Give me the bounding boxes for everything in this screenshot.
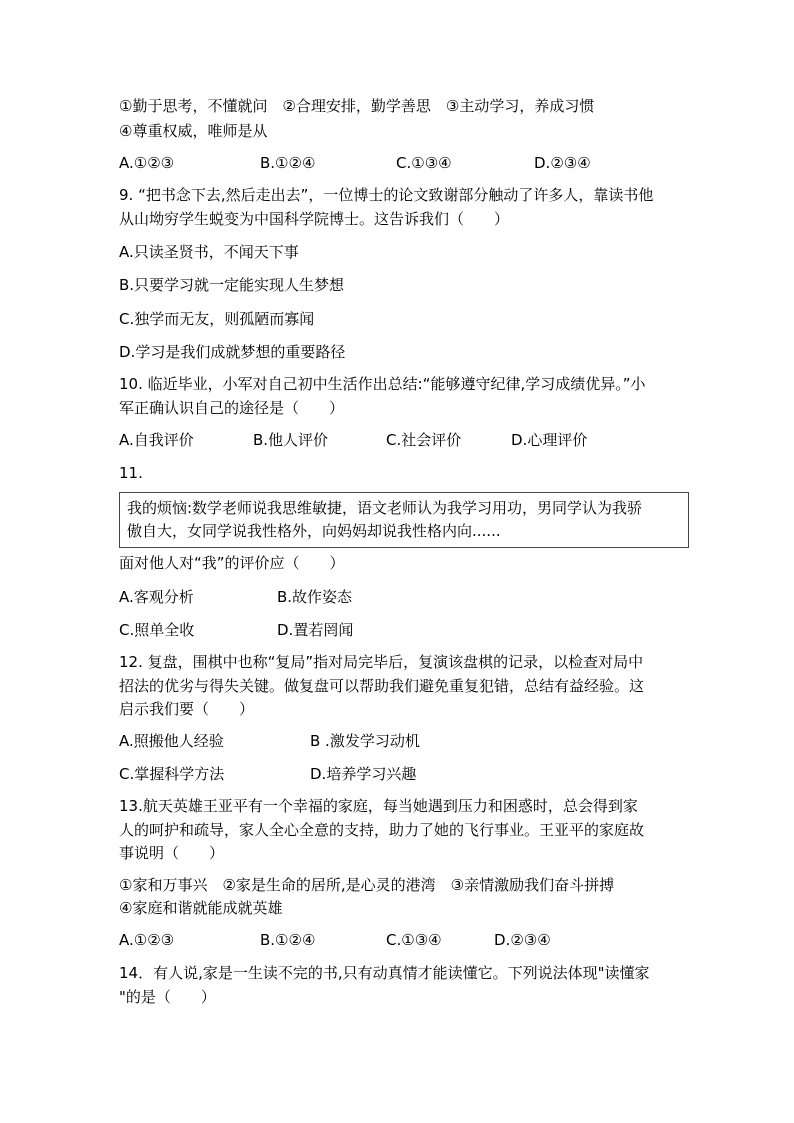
q13-option-c[interactable]: C.①③④	[386, 931, 442, 949]
q9-option-b[interactable]: B.只要学习就一定能实现人生梦想	[119, 276, 345, 294]
q11-stem: 面对他人对“我”的评价应（ ）	[119, 554, 345, 572]
q10-stem-line2: 军正确认识自己的途径是（ ）	[119, 399, 345, 417]
q8-option-d[interactable]: D.②③④	[534, 154, 591, 172]
q9-option-c[interactable]: C.独学而无友，则孤陋而寡闻	[119, 310, 315, 328]
q12-stem-line2: 招法的优劣与得失关键。做复盘可以帮助我们避免重复犯错，总结有益经验。这	[119, 677, 645, 695]
q12-stem-line1: 12. 复盘，围棋中也称“复局”指对局完毕后，复演该盘棋的记录，以检查对局中	[119, 653, 644, 671]
q8-option-b[interactable]: B.①②④	[260, 154, 316, 172]
q13-stem-line1: 13.航天英雄王亚平有一个幸福的家庭，每当她遇到压力和困惑时，总会得到家	[119, 797, 638, 815]
q14-stem-line1: 14．有人说,家是一生读不完的书,只有动真情才能读懂它。下列说法体现"读懂家	[119, 964, 650, 982]
q12-option-b[interactable]: B .激发学习动机	[310, 732, 420, 750]
q10-option-b[interactable]: B.他人评价	[253, 431, 329, 449]
q8-statements-line1: ①勤于思考，不懂就问 ②合理安排，勤学善思 ③主动学习，养成习惯	[119, 97, 595, 115]
q11-option-d[interactable]: D.置若罔闻	[277, 621, 354, 639]
q8-option-a[interactable]: A.①②③	[119, 154, 175, 172]
q14-stem-line2: "的是（ ）	[119, 988, 216, 1006]
q8-option-c[interactable]: C.①③④	[396, 154, 452, 172]
q13-option-a[interactable]: A.①②③	[119, 931, 175, 949]
q11-number: 11.	[119, 464, 143, 482]
q9-stem-line2: 从山坳穷学生蜕变为中国科学院博士。这告诉我们（ ）	[119, 210, 510, 228]
q13-stem-line2: 人的呵护和疏导，家人全心全意的支持，助力了她的飞行事业。王亚平的家庭故	[119, 821, 645, 839]
q13-option-d[interactable]: D.②③④	[494, 931, 551, 949]
q12-option-d[interactable]: D.培养学习兴趣	[310, 765, 417, 783]
q11-material-box	[119, 492, 689, 548]
q13-statements-line2: ④家庭和谐就能成就英雄	[119, 899, 283, 917]
q12-stem-line3: 启示我们要（ ）	[119, 700, 255, 718]
q9-option-a[interactable]: A.只读圣贤书，不闻天下事	[119, 243, 299, 261]
q10-stem-line1: 10. 临近毕业，小军对自己初中生活作出总结:“能够遵守纪律,学习成绩优异。”小	[119, 375, 646, 393]
q10-option-a[interactable]: A.自我评价	[119, 431, 194, 449]
q11-material-line2: 傲自大，女同学说我性格外，向妈妈却说我性格内向......	[127, 522, 501, 540]
q10-option-d[interactable]: D.心理评价	[511, 431, 588, 449]
q13-stem-line3: 事说明（ ）	[119, 844, 225, 862]
q10-option-c[interactable]: C.社会评价	[386, 431, 462, 449]
q11-option-c[interactable]: C.照单全收	[119, 621, 195, 639]
q11-option-b[interactable]: B.故作姿态	[277, 588, 353, 606]
q9-stem-line1: 9. “把书念下去,然后走出去”，一位博士的论文致谢部分触动了许多人，靠读书他	[119, 186, 654, 204]
q12-option-c[interactable]: C.掌握科学方法	[119, 765, 225, 783]
q12-option-a[interactable]: A.照搬他人经验	[119, 732, 224, 750]
q13-statements-line1: ①家和万事兴 ②家是生命的居所,是心灵的港湾 ③亲情激励我们奋斗拼搏	[119, 876, 615, 894]
q8-statements-line2: ④尊重权威，唯师是从	[119, 122, 268, 140]
q9-option-d[interactable]: D.学习是我们成就梦想的重要路径	[119, 343, 346, 361]
q11-option-a[interactable]: A.客观分析	[119, 588, 194, 606]
q13-option-b[interactable]: B.①②④	[260, 931, 316, 949]
q11-material-line1: 我的烦恼:数学老师说我思维敏捷，语文老师认为我学习用功，男同学认为我骄	[127, 499, 643, 517]
